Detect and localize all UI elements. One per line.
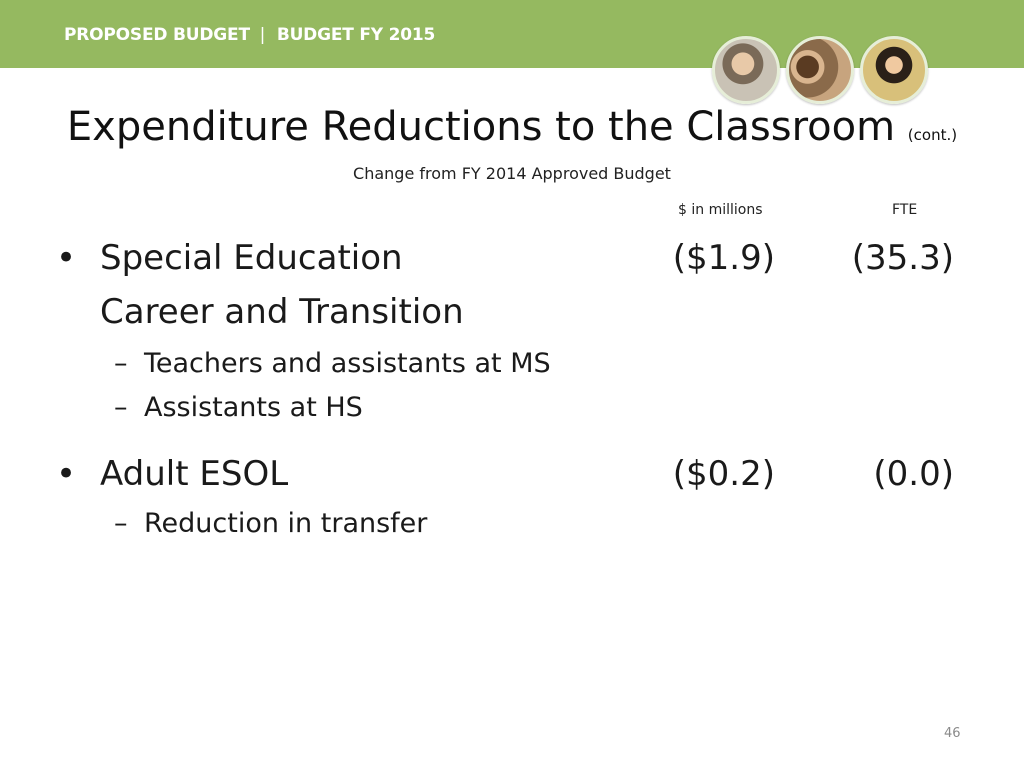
sub-item — [114, 392, 363, 423]
slide-subtitle: Change from FY 2014 Approved Budget — [353, 164, 671, 183]
student-photo-3 — [860, 36, 928, 104]
sub-item — [114, 508, 427, 539]
sub-item-label: Assistants at HS — [144, 392, 363, 423]
bullet-icon: • — [56, 238, 77, 278]
sub-item — [114, 348, 551, 379]
dash-icon: – — [114, 348, 128, 379]
column-header-money: $ in millions — [678, 202, 763, 218]
student-photo-1 — [712, 36, 780, 104]
page-number: 46 — [944, 726, 961, 741]
item-money-value: ($1.9) — [672, 238, 775, 278]
header-brand: PROPOSED BUDGET — [64, 25, 250, 45]
item-money-value: ($0.2) — [672, 454, 775, 494]
bullet-icon: • — [56, 454, 77, 494]
dash-icon: – — [114, 392, 128, 423]
header-separator: | — [259, 25, 266, 45]
item-fte-value: (0.0) — [873, 454, 954, 494]
column-header-fte: FTE — [892, 202, 918, 218]
sub-item-label: Teachers and assistants at MS — [144, 348, 551, 379]
item-label-line2: Career and Transition — [100, 292, 464, 332]
dash-icon: – — [114, 508, 128, 539]
slide-title-main: Expenditure Reductions to the Classroom — [66, 104, 896, 150]
item-label: Adult ESOL — [100, 454, 289, 494]
student-photo-2 — [786, 36, 854, 104]
slide-title-suffix: (cont.) — [907, 126, 958, 144]
slide-title — [0, 104, 1024, 150]
header-title — [64, 25, 435, 45]
sub-item-label: Reduction in transfer — [144, 508, 428, 539]
item-fte-value: (35.3) — [851, 238, 954, 278]
item-label: Special Education — [100, 238, 403, 278]
header-fiscal-year: BUDGET FY 2015 — [276, 25, 436, 45]
header-banner — [0, 0, 1024, 68]
